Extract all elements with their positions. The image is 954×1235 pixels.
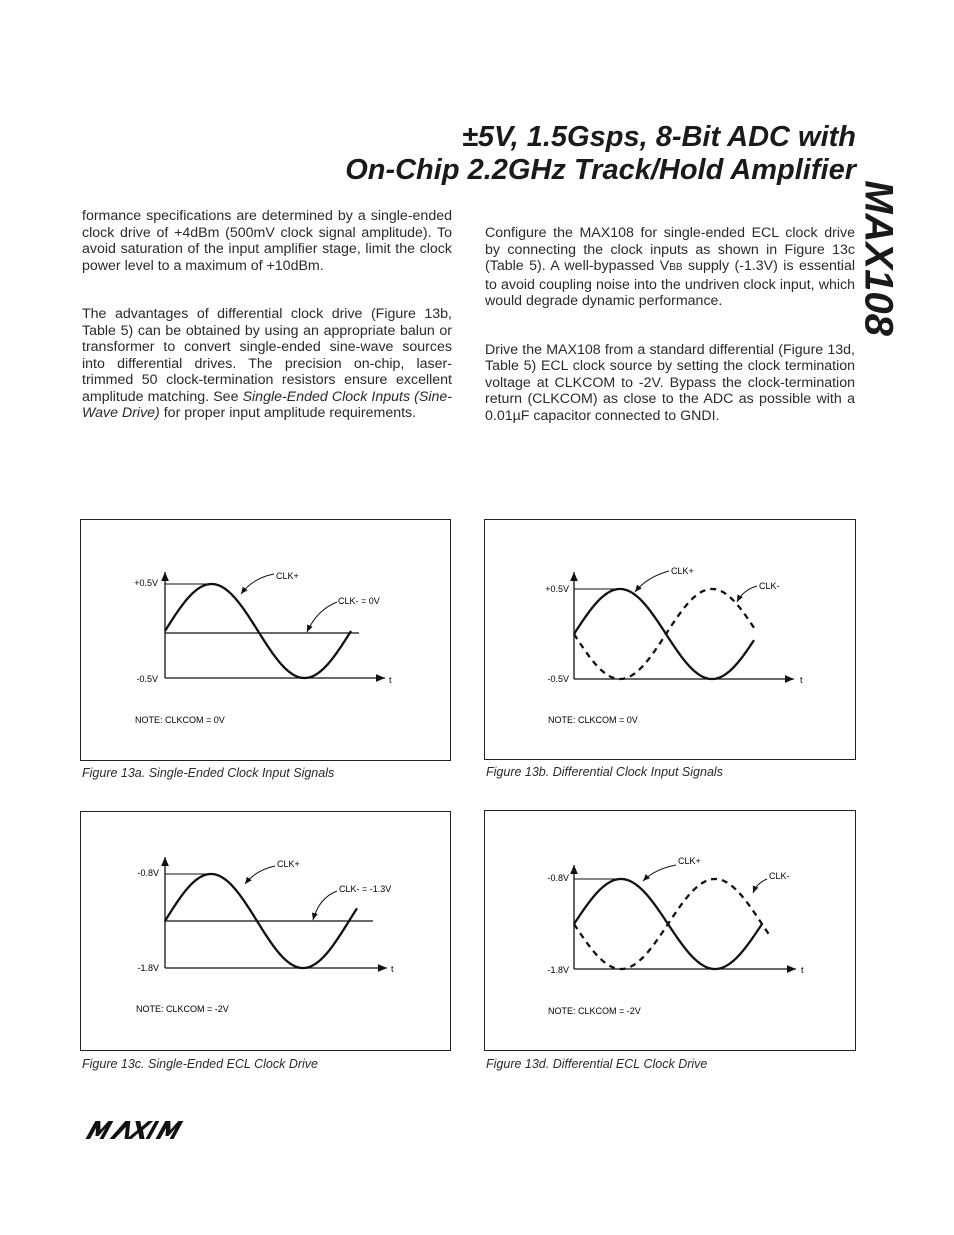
x-axis-label: t <box>389 675 392 685</box>
figure-13c-plot <box>81 812 450 1050</box>
clk-minus-pointer <box>737 586 757 602</box>
note-label: NOTE: CLKCOM = 0V <box>135 715 225 725</box>
left-column <box>82 208 452 454</box>
note-label: NOTE: CLKCOM = -2V <box>136 1004 229 1014</box>
x-axis-label: t <box>800 675 803 685</box>
clk-plus-label: CLK+ <box>671 566 694 576</box>
clk-minus-pointer <box>307 602 337 632</box>
figure-13d-caption: Figure 13d. Differential ECL Clock Drive <box>486 1057 708 1071</box>
y-high-label: +0.5V <box>545 584 569 594</box>
maxim-logo-icon <box>84 1119 192 1141</box>
x-axis-label: t <box>391 964 394 974</box>
y-low-label: -0.5V <box>547 674 569 684</box>
figure-13b <box>484 519 856 760</box>
clk-plus-pointer <box>643 865 676 881</box>
y-low-label: -1.8V <box>547 965 569 975</box>
clk-plus-pointer <box>245 866 275 884</box>
clk-plus-pointer <box>241 574 274 594</box>
right-column <box>485 225 855 456</box>
note-label: NOTE: CLKCOM = -2V <box>548 1006 641 1016</box>
clk-minus-label: CLK- = 0V <box>338 596 380 606</box>
y-high-label: -0.8V <box>137 868 159 878</box>
clk-plus-waveform <box>165 584 351 678</box>
page-title <box>345 121 856 187</box>
figure-13d <box>484 810 856 1051</box>
left-paragraph-2: The advantages of differential clock drive (Figure 13b, Table 5) can be obtained by using an appropriate balun or transformer to convert single-ended sine-wave sources into differential drives. The precision on-chip, laser-trimmed 50 clock-termination resistors ensure excellent amplitude matching. See Single-Ended Clock Inputs (Sine-Wave Drive) for proper input amplitude requirements. <box>82 306 452 421</box>
clk-plus-label: CLK+ <box>678 856 701 866</box>
y-high-label: +0.5V <box>134 578 158 588</box>
clk-minus-pointer <box>753 879 767 893</box>
figure-13c-caption: Figure 13c. Single-Ended ECL Clock Drive <box>82 1057 318 1071</box>
figure-13a-plot <box>81 520 450 760</box>
side-part-label: MAX108 <box>856 180 901 336</box>
title-line-1: ±5V, 1.5Gsps, 8-Bit ADC with <box>461 121 856 153</box>
y-high-label: -0.8V <box>547 873 569 883</box>
right-paragraph-1: Configure the MAX108 for single-ended ECL clock drive by connecting the clock inputs as shown in Figure 13c (Table 5). A well-bypassed VBB supply (-1.3V) is essential to avoid coupling noise into the undriven clock input, which would degrade dynamic performance. <box>485 225 855 309</box>
clk-minus-label: CLK- <box>769 871 790 881</box>
clk-minus-pointer <box>313 891 337 920</box>
clk-minus-waveform <box>574 879 771 969</box>
figure-13d-plot <box>485 811 855 1050</box>
figure-13b-caption: Figure 13b. Differential Clock Input Signals <box>486 765 723 779</box>
note-label: NOTE: CLKCOM = 0V <box>548 715 638 725</box>
y-low-label: -0.5V <box>136 674 158 684</box>
clk-minus-label: CLK- = -1.3V <box>339 884 392 894</box>
clk-plus-waveform <box>574 589 754 679</box>
x-axis-label: t <box>801 965 804 975</box>
figure-13a <box>80 519 451 761</box>
title-line-2: On-Chip 2.2GHz Track/Hold Amplifier <box>345 154 856 186</box>
clk-plus-label: CLK+ <box>276 571 299 581</box>
figure-13a-caption: Figure 13a. Single-Ended Clock Input Signals <box>82 766 335 780</box>
vbb-subscript: BB <box>669 262 683 273</box>
clk-plus-label: CLK+ <box>277 859 300 869</box>
right-paragraph-2: Drive the MAX108 from a standard differential (Figure 13d, Table 5) ECL clock source by setting the clock termination voltage at CLKCOM to -2V. Bypass the clock-termination return (CLKCOM) as close to the ADC as possible with a 0.01µF capacitor connected to GNDI. <box>485 341 855 424</box>
side-part-number <box>848 180 908 336</box>
clk-minus-label: CLK- <box>759 581 780 591</box>
reference-link-text: Single-Ended Clock Inputs (Sine-Wave Drive) <box>82 388 452 421</box>
clk-minus-waveform <box>574 589 754 679</box>
figure-13b-plot <box>485 520 855 759</box>
y-low-label: -1.8V <box>137 963 159 973</box>
figure-13c <box>80 811 451 1051</box>
clk-plus-pointer <box>635 571 669 592</box>
left-paragraph-1: formance specifications are determined by a single-ended clock drive of +4dBm (500mV clock signal amplitude). To avoid saturation of the input amplifier stage, limit the clock power level to a maximum of +10dBm. <box>82 208 452 274</box>
